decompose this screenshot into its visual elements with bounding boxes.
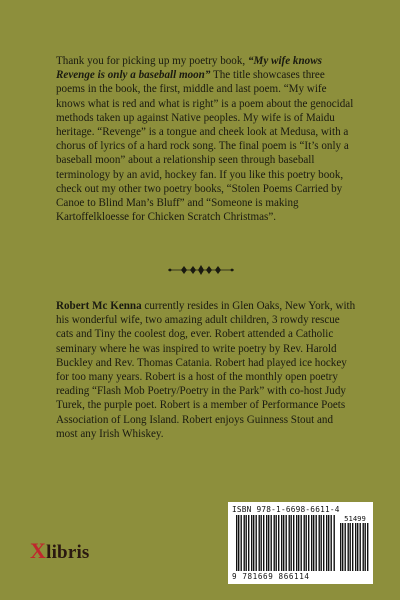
blurb-lead: Thank you for picking up my poetry book, — [56, 55, 248, 67]
blurb-book-title: “My wife knows Revenge is only a baseball moon” — [56, 55, 322, 82]
book-blurb — [56, 54, 356, 224]
isbn-barcode — [228, 502, 373, 584]
publisher-logo-x: X — [30, 538, 47, 563]
author-bio-text: currently resides in Glen Oaks, New York, with his wonderful wife, two amazing adult children, 3 rowdy rescue cats and Tiny the coolest dog, ever. Robert attended a Catholic seminary where he was inspired to write poetry by Rev. Harold Buckley and Rev. Thomas Catania. Robert had played ice hockey for too many years. Robert is a host of the monthly open poetry reading “Flash Mob Poetry/Poetry in the Park” with co-host Judy Turek, the purple poet. Robert is a member of Performance Poets Association of Long Island. Robert enjoys Guinness Stout and most any Irish Whiskey. — [56, 300, 356, 440]
ornament-divider-icon — [166, 264, 236, 276]
author-name: Robert Mc Kenna — [56, 300, 142, 312]
isbn-label: ISBN 978-1-6698-6611-4 — [232, 505, 340, 514]
ean-barcode-bars — [236, 515, 336, 571]
blurb-body: The title showcases three poems in the book, the first, middle and last poem. “My wife knows what is red and what is right” is a poem about the genocidal methods taken up against Native peoples. My wife is of Maidu heritage. “Revenge” is a tongue and cheek look at Medusa, with a chorus of lyrics of a hard rock song. The final poem is “It’s only a baseball moon” about a relationship seen through baseball terminology by an avid, hockey fan. If you like this poetry book, check out my other two poetry books, “Stolen Poems Carried by Canoe to Blind Man’s Bluff” and “Someone is making Kartoffelkloesse for Chicken Scratch Christmas”. — [56, 69, 354, 224]
price-addon-number: 51499 — [344, 514, 366, 523]
author-bio — [56, 299, 356, 441]
price-addon-bars — [340, 523, 370, 571]
ean-number: 9 781669 866114 — [232, 572, 310, 581]
publisher-logo-text: libris — [46, 542, 90, 563]
publisher-logo — [30, 538, 90, 564]
